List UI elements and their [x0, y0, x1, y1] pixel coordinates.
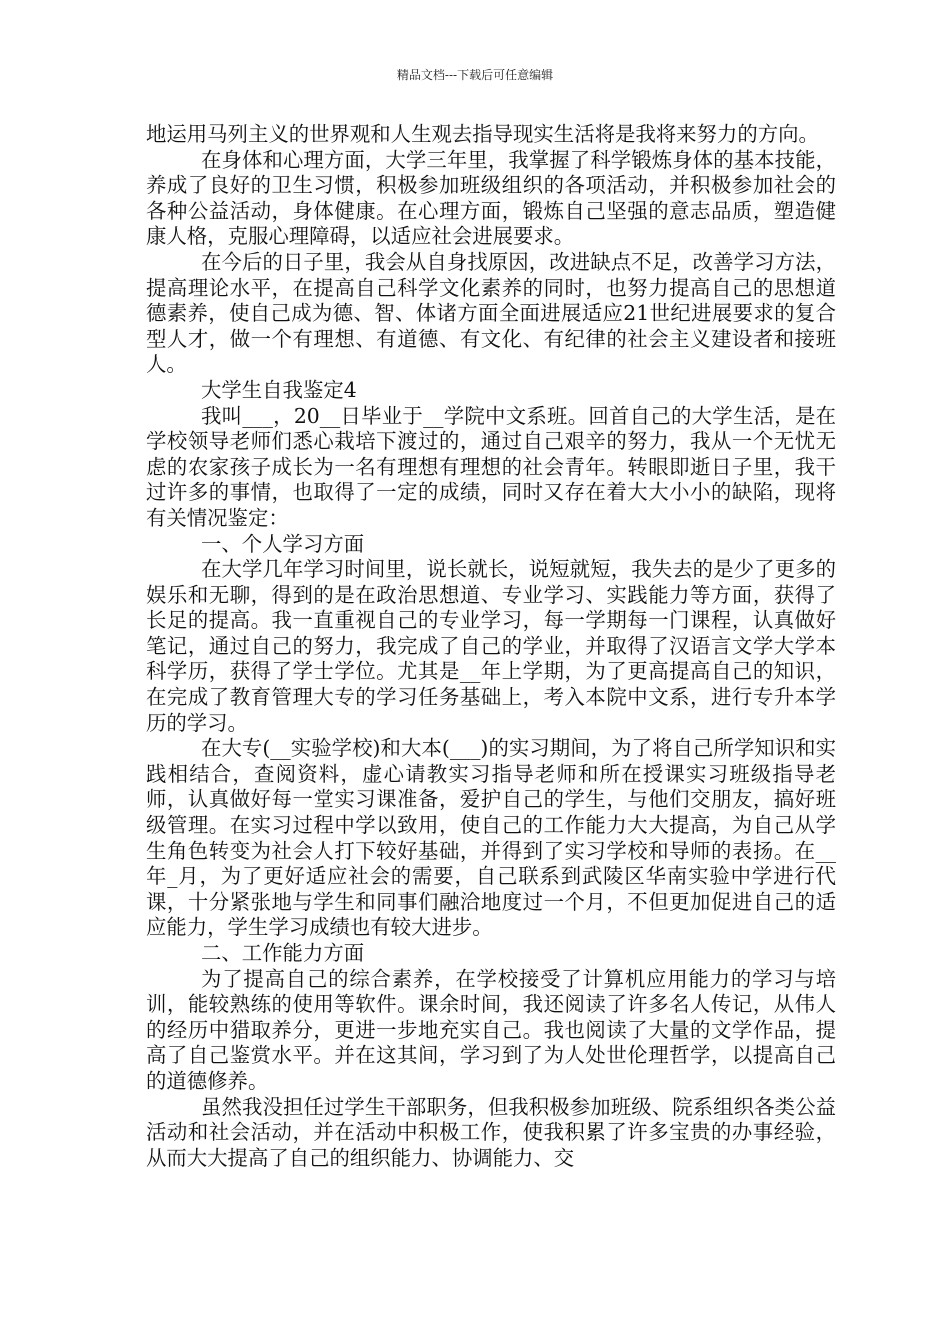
paragraph: 在大学几年学习时间里，说长就长，说短就短，我失去的是少了更多的娱乐和无聊，得到的是在政治思想道、专业学习、实践能力等方面，获得了长足的提高。我一直重视自己的专业学习，每一学期每一门课程，认真做好笔记，通过自己的努力，我完成了自己的学业，并取得了汉语言文学大学本科学历，获得了学士学位。尤其是__年上学期，为了更高提高自己的知识，在完成了教育管理大专的学习任务基础上，考入本院中文系，进行专升本学历的学习。 — [146, 557, 836, 735]
paragraph: 虽然我没担任过学生干部职务，但我积极参加班级、院系组织各类公益活动和社会活动，并在活动中积极工作，使我积累了许多宝贵的办事经验，从而大大提高了自己的组织能力、协调能力、交 — [146, 1094, 836, 1170]
paragraph: 在大专(__实验学校)和大本(___)的实习期间，为了将自己所学知识和实践相结合，查阅资料，虚心请教实习指导老师和所在授课实习班级指导老师，认真做好每一堂实习课准备，爱护自己的学生，与他们交朋友，搞好班级管理。在实习过程中学以致用，使自己的工作能力大大提高，为自己从学生角色转变为社会人打下较好基础，并得到了实习学校和导师的表扬。在__年_月，为了更好适应社会的需要，自己联系到武陵区华南实验中学进行代课，十分紧张地与学生和同事们融洽地度过一个月，不但更加促进自己的适应能力，学生学习成绩也有较大进步。 — [146, 736, 836, 940]
document-body — [146, 122, 836, 1171]
paragraph: 我叫___，20__日毕业于__学院中文系班。回首自己的大学生活，是在学校领导老师们悉心栽培下渡过的，通过自己艰辛的努力，我从一个无忧无虑的农家孩子成长为一名有理想有理想的社会青年。转眼即逝日子里，我干过许多的事情，也取得了一定的成绩，同时又存在着大大小小的缺陷，现将有关情况鉴定： — [146, 403, 836, 530]
subsection-heading: 一、个人学习方面 — [201, 531, 365, 556]
subsection-heading: 二、工作能力方面 — [201, 941, 365, 965]
paragraph: 地运用马列主义的世界观和人生观去指导现实生活将是我将来努力的方向。 — [146, 122, 819, 146]
page-header: 精品文档---下载后可任意编辑 — [396, 68, 554, 82]
paragraph: 为了提高自己的综合素养，在学校接受了计算机应用能力的学习与培训，能较熟练的使用等软件。课余时间，我还阅读了许多名人传记，从伟人的经历中猎取养分，更进一步地充实自己。我也阅读了大量的文学作品，提高了自己鉴赏水平。并在这其间，学习到了为人处世伦理哲学，以提高自己的道德修养。 — [146, 966, 836, 1093]
paragraph: 在今后的日子里，我会从自身找原因，改进缺点不足，改善学习方法，提高理论水平，在提高自己科学文化素养的同时，也努力提高自己的思想道德素养，使自己成为德、智、体诸方面全面进展适应21世纪进展要求的复合型人才，做一个有理想、有道德、有文化、有纪律的社会主义建设者和接班人。 — [146, 249, 836, 377]
section-heading: 大学生自我鉴定4 — [201, 377, 357, 402]
paragraph: 在身体和心理方面，大学三年里，我掌握了科学锻炼身体的基本技能，养成了良好的卫生习惯，积极参加班级组织的各项活动，并积极参加社会的各种公益活动，身体健康。在心理方面，锻炼自己坚强的意志品质，塑造健康人格，克服心理障碍，以适应社会进展要求。 — [146, 147, 836, 249]
